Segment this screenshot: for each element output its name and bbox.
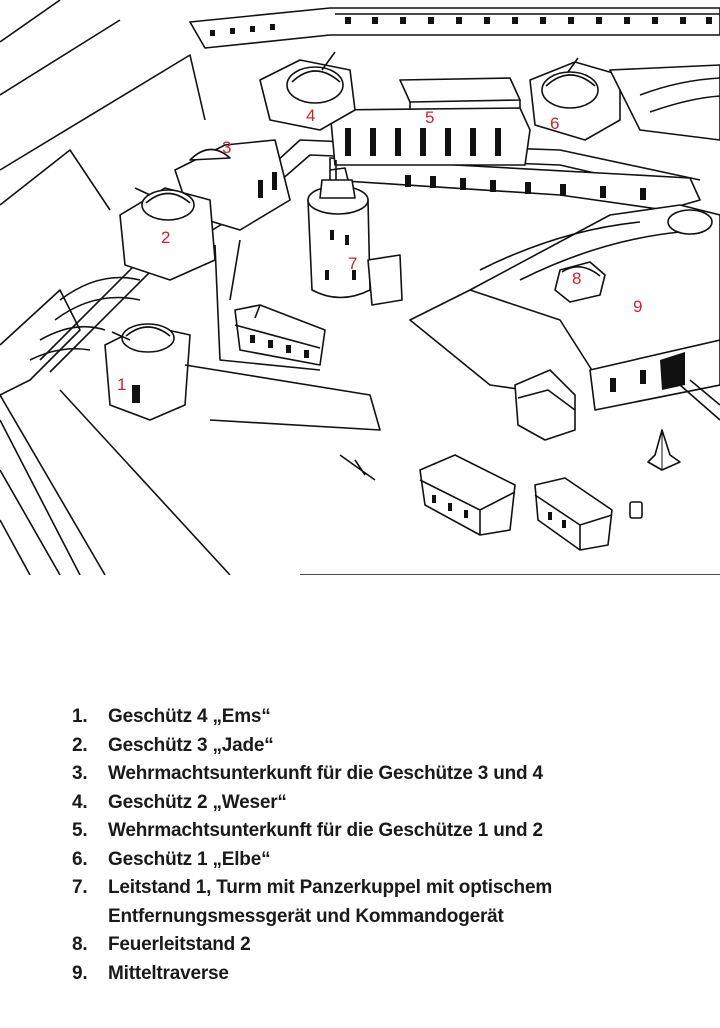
legend-item-3 (72, 760, 668, 789)
marker-1: 1 (117, 375, 127, 394)
legend-list (72, 703, 668, 988)
legend-number: 1. (72, 706, 88, 727)
legend-text: Geschütz 3 „Jade“ (108, 734, 274, 756)
legend-text: Wehrmachtsunterkunft für die Geschütze 3 und 4 (108, 763, 543, 784)
legend-number: 2. (72, 734, 88, 756)
legend-item-5 (72, 817, 668, 846)
legend-text: Geschütz 4 „Ems“ (108, 706, 271, 727)
legend-number: 5. (72, 820, 88, 841)
legend-text: Mitteltraverse (108, 962, 229, 984)
legend-item-9 (72, 960, 668, 989)
legend-text: Feuerleitstand 2 (108, 934, 251, 955)
legend-number: 8. (72, 934, 88, 955)
legend-number: 7. (72, 877, 88, 898)
legend-text: Geschütz 2 „Weser“ (108, 791, 287, 813)
legend-number: 6. (72, 848, 88, 870)
legend-item-2 (72, 732, 668, 761)
legend-item-8 (72, 931, 668, 960)
marker-5: 5 (425, 108, 435, 127)
marker-7: 7 (348, 254, 358, 273)
legend-item-1 (72, 703, 668, 732)
marker-3: 3 (222, 138, 232, 157)
legend-text: Wehrmachtsunterkunft für die Geschütze 1 und 2 (108, 820, 543, 841)
legend-item-6 (72, 846, 668, 875)
marker-6: 6 (550, 114, 560, 133)
legend-number: 3. (72, 763, 88, 784)
legend-number: 4. (72, 791, 88, 813)
house-bottom-left (420, 455, 515, 535)
legend-text: Leitstand 1, Turm mit Panzerkuppel mit optischem Entfernungsmessgerät und Kommandogerät (108, 877, 553, 927)
marker-2: 2 (161, 228, 171, 247)
block-near-traverse (515, 370, 575, 440)
legend-number: 9. (72, 962, 88, 984)
marker-9: 9 (633, 297, 643, 316)
marker-8: 8 (572, 269, 582, 288)
legend-item-7 (72, 874, 668, 931)
legend-item-4 (72, 789, 668, 818)
top-building (190, 8, 720, 48)
house-center-left (235, 305, 325, 365)
marker-4: 4 (306, 106, 316, 125)
house-bottom-right (535, 478, 612, 550)
obelisk (648, 430, 680, 470)
post (630, 502, 642, 518)
legend-text: Geschütz 1 „Elbe“ (108, 848, 271, 870)
